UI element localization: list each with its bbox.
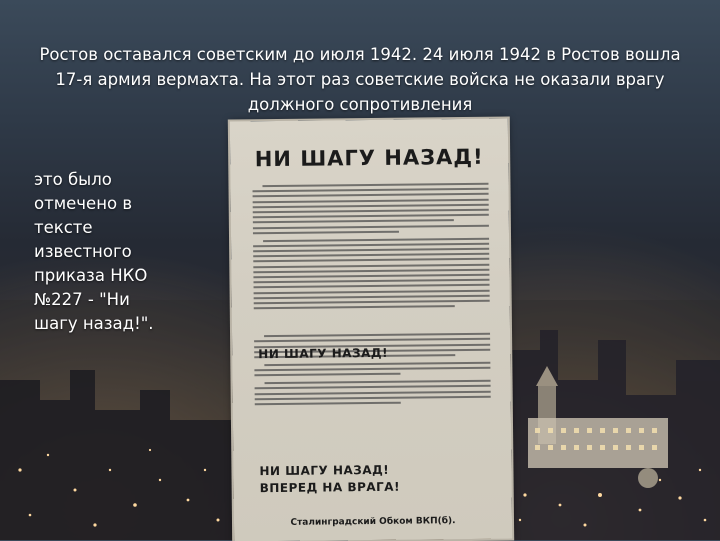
document-slogan: НИ ШАГУ НАЗАД! bbox=[259, 462, 390, 479]
document-slogan: НИ ШАГУ НАЗАД! bbox=[258, 345, 389, 362]
document-signature: Сталинградский Обком ВКП(б). bbox=[290, 516, 456, 528]
document-paragraph bbox=[253, 237, 490, 309]
order-227-document-image bbox=[230, 119, 512, 541]
document-slogan: ВПЕРЕД НА ВРАГА! bbox=[259, 479, 401, 496]
document-paragraph bbox=[255, 380, 491, 405]
slide-side-text: это было отмечено в тексте известного приказа НКО №227 - "Ни шагу назад!". bbox=[34, 170, 154, 333]
document-paragraph bbox=[254, 362, 490, 377]
document-paragraph bbox=[252, 183, 488, 234]
document-title: НИ ШАГУ НАЗАД! bbox=[254, 144, 484, 172]
slide-headline: Ростов оставался советским до июля 1942. 24 июля 1942 в Ростов вошла 17-я армия вермахта. На этот раз советские войска не оказали врагу должного сопротивления bbox=[39, 45, 681, 114]
